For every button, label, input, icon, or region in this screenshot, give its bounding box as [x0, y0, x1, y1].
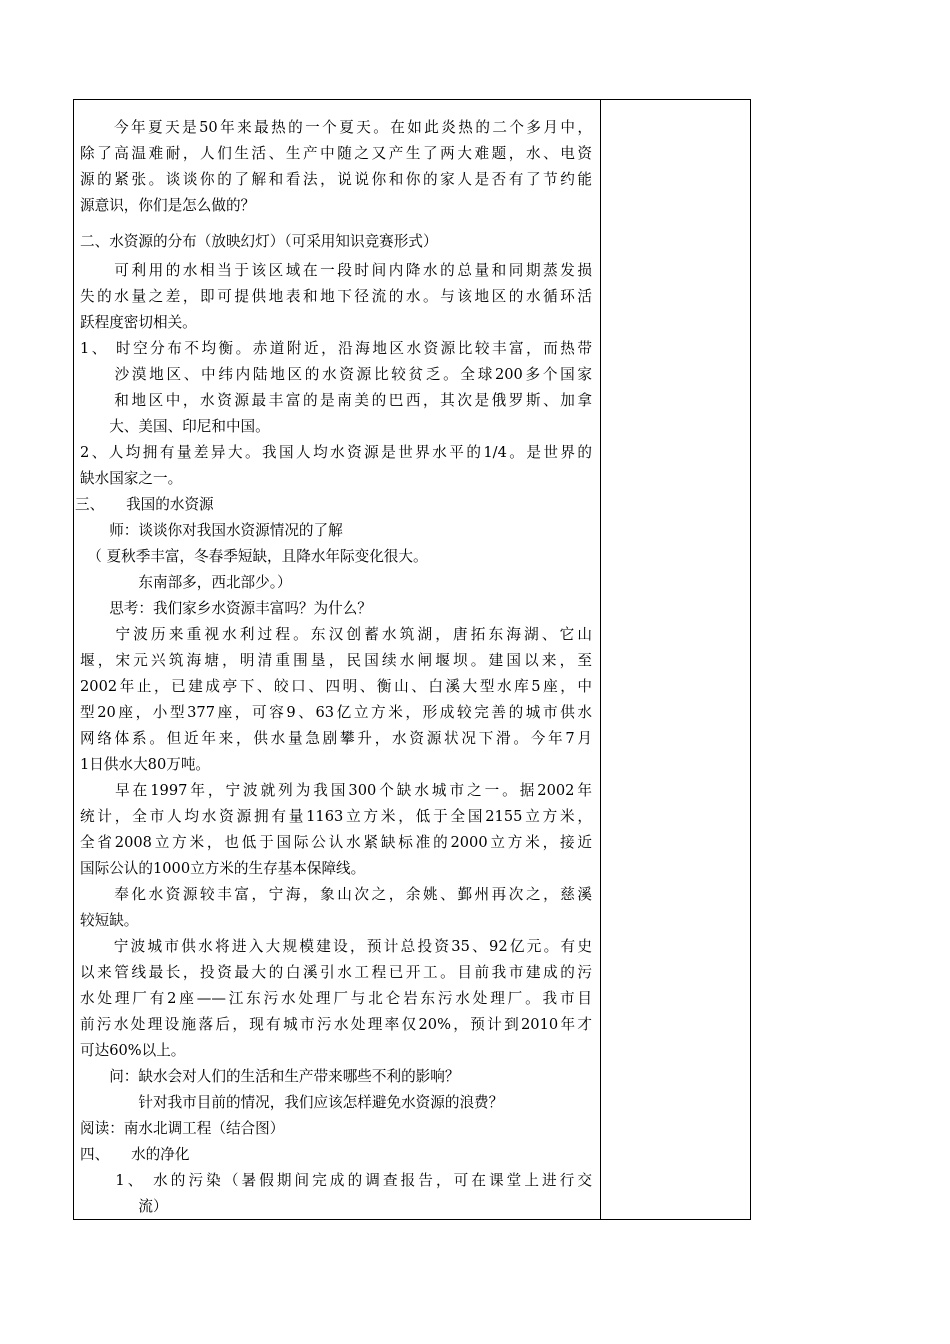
list-item: 1、 水的污染（暑假期间完成的调查报告，可在课堂上进行交 — [80, 1172, 592, 1189]
text-line: 网络体系。但近年来，供水量急剧攀升，水资源状况下滑。今年7月 — [80, 730, 592, 747]
text-line: 统计，全市人均水资源拥有量1163立方米，低于全国2155立方米， — [80, 808, 592, 825]
text-line: 1日供水大80万吨。 — [80, 756, 211, 773]
text-line: 针对我市目前的情况，我们应该怎样避免水资源的浪费？ — [80, 1094, 504, 1111]
text-line: 今年夏天是50年来最热的一个夏天。在如此炎热的二个多月中， — [80, 119, 592, 136]
text-line: 较短缺。 — [80, 912, 139, 929]
text-line: 流） — [80, 1198, 168, 1215]
text-line: 型20座，小型377座，可容9、63亿立方米，形成较完善的城市供水 — [80, 704, 592, 721]
text-line: 宁波城市供水将进入大规模建设，预计总投资35、92亿元。有史 — [80, 938, 592, 955]
text-line: 可利用的水相当于该区域在一段时间内降水的总量和同期蒸发损 — [80, 262, 592, 279]
text-line: 源意识，你们是怎么做的？ — [80, 197, 256, 214]
text-line: 早在1997年，宁波就列为我国300个缺水城市之一。据2002年 — [80, 782, 592, 799]
text-line: 失的水量之差，即可提供地表和地下径流的水。与该地区的水循环活 — [80, 288, 592, 305]
text-line: 源的紧张。谈谈你的了解和看法，说说你和你的家人是否有了节约能 — [80, 171, 592, 188]
text-line: （ 夏秋季丰富，冬春季短缺，且降水年际变化很大。 — [80, 548, 428, 565]
text-line: 大、美国、印尼和中国。 — [80, 418, 270, 435]
text-line: 奉化水资源较丰富，宁海，象山次之，余姚、鄞州再次之，慈溪 — [80, 886, 592, 903]
text-line: 可达60%以上。 — [80, 1042, 186, 1059]
text-line: 阅读：南水北调工程（结合图） — [80, 1120, 285, 1137]
list-item: 1、 时空分布不均衡。赤道附近，沿海地区水资源比较丰富，而热带 — [80, 340, 592, 357]
section-heading: 二、水资源的分布（放映幻灯）（可采用知识竞赛形式） — [80, 233, 438, 250]
text-line: 水处理厂有2座——江东污水处理厂与北仑岩东污水处理厂。我市目 — [80, 990, 592, 1007]
text-line: 东南部多，西北部少。） — [80, 574, 292, 591]
text-line: 和地区中，水资源最丰富的是南美的巴西，其次是俄罗斯、加拿 — [80, 392, 592, 409]
text-line: 思考：我们家乡水资源丰富吗？为什么？ — [80, 600, 372, 617]
text-line: 前污水处理设施落后，现有城市污水处理率仅20%，预计到2010年才 — [80, 1016, 592, 1033]
text-line: 堰，宋元兴筑海塘，明清重围垦，民国续水闸堰坝。建国以来，至 — [80, 652, 592, 669]
column-divider — [600, 99, 601, 1220]
list-item: 2、人均拥有量差异大。我国人均水资源是世界水平的1/4。是世界的 — [80, 444, 592, 461]
section-heading: 三、 我国的水资源 — [75, 496, 214, 513]
text-line: 跃程度密切相关。 — [80, 314, 197, 331]
text-line: 国际公认的1000立方米的生存基本保障线。 — [80, 860, 366, 877]
section-heading: 四、 水的净化 — [80, 1146, 190, 1163]
text-line: 宁波历来重视水利过程。东汉创蓄水筑湖，唐拓东海湖、它山 — [80, 626, 592, 643]
text-line: 除了高温难耐，人们生活、生产中随之又产生了两大难题，水、电资 — [80, 145, 592, 162]
text-line: 沙漠地区、中纬内陆地区的水资源比较贫乏。全球200多个国家 — [80, 366, 592, 383]
text-line: 2002年止，已建成亭下、皎口、四明、衡山、白溪大型水库5座，中 — [80, 678, 592, 695]
text-line: 问：缺水会对人们的生活和生产带来哪些不利的影响？ — [80, 1068, 460, 1085]
text-line: 师：谈谈你对我国水资源情况的了解 — [80, 522, 343, 539]
text-line: 以来管线最长，投资最大的白溪引水工程已开工。目前我市建成的污 — [80, 964, 592, 981]
text-line: 全省2008立方米，也低于国际公认水紧缺标准的2000立方米，接近 — [80, 834, 592, 851]
text-line: 缺水国家之一。 — [80, 470, 183, 487]
